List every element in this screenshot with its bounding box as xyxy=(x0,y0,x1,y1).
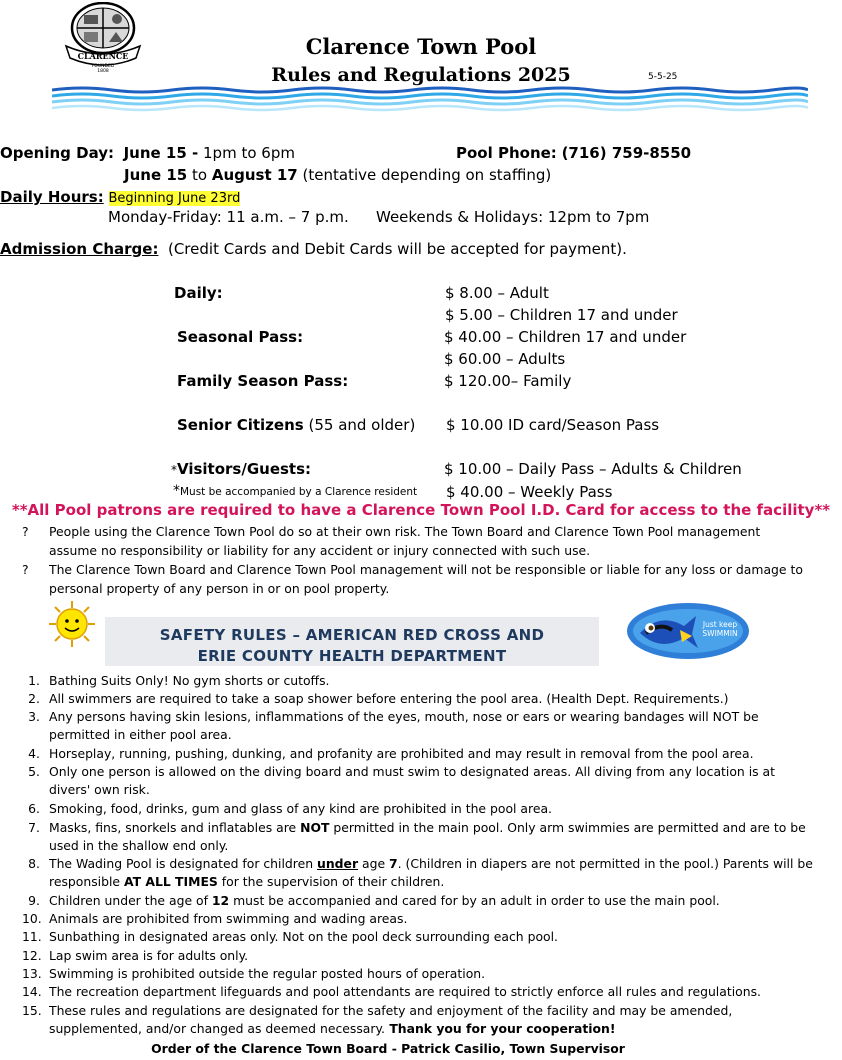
rule-text-part: Swimming is prohibited outside the regular posted hours of operation. xyxy=(49,966,486,981)
seasonal-child-price: $ 40.00 – Children 17 and under xyxy=(444,328,687,346)
season-dates-line xyxy=(124,166,551,184)
daily-hours-label: Daily Hours: xyxy=(0,188,104,206)
rule-text-part: Masks, fins, snorkels and inflatables are xyxy=(49,820,301,835)
bullet-marker: ? xyxy=(22,524,29,539)
rule-text-part: Bathing Suits Only! No gym shorts or cutoffs. xyxy=(49,673,330,688)
visitor-weekly-price: $ 40.00 – Weekly Pass xyxy=(446,483,613,501)
rule-text-part: Thank you for your cooperation! xyxy=(385,1021,616,1037)
rule-text xyxy=(49,947,817,965)
rule-number: 9. xyxy=(28,893,40,908)
admission-note: (Credit Cards and Debit Cards will be accepted for payment). xyxy=(167,240,627,258)
senior-price: $ 10.00 ID card/Season Pass xyxy=(446,416,660,434)
rule-number: 1. xyxy=(28,673,40,688)
rule-text-part: The Wading Pool is designated for children xyxy=(49,856,318,871)
rule-text xyxy=(49,708,817,744)
visitor-daily-price: $ 10.00 – Daily Pass – Adults & Children xyxy=(444,460,742,478)
rule-number: 3. xyxy=(28,709,40,724)
family-label: Family Season Pass: xyxy=(177,372,349,390)
daily-hours-beginning: Beginning June 23rd xyxy=(108,191,241,206)
senior-line xyxy=(177,416,415,434)
rule-text xyxy=(49,928,817,946)
senior-note: (55 and older) xyxy=(308,416,416,434)
daily-child-price: $ 5.00 – Children 17 and under xyxy=(445,306,678,324)
rule-number: 8. xyxy=(28,856,40,871)
rule-text-part: Smoking, food, drinks, gum and glass of any kind are prohibited in the pool area. xyxy=(49,801,552,816)
disclaimer-text: People using the Clarence Town Pool do so at their own risk. The Town Board and Clarence Town Pool management assume no responsibility or liability for any accident or injury connected with such use. xyxy=(49,524,761,558)
water-waves-divider xyxy=(52,86,808,112)
admission-label: Admission Charge: xyxy=(0,240,159,258)
weekday-hours: Monday-Friday: 11 a.m. – 7 p.m. xyxy=(108,208,349,226)
disclaimer-item xyxy=(22,523,812,561)
rule-number: 5. xyxy=(28,764,40,779)
rule-number: 10. xyxy=(22,911,42,926)
page-subtitle: Rules and Regulations 2025 xyxy=(271,64,571,86)
rule-text xyxy=(49,690,817,708)
rule-text xyxy=(49,763,817,799)
weekend-hours: Weekends & Holidays: 12pm to 7pm xyxy=(376,208,650,226)
rule-text-part: NOT xyxy=(300,820,330,835)
svg-text:1808: 1808 xyxy=(97,69,109,72)
daily-adult-price: $ 8.00 – Adult xyxy=(445,284,549,302)
fish-sticker-image xyxy=(626,602,750,660)
visitor-note: Must be accompanied by a Clarence resident xyxy=(180,486,418,498)
opening-day-label: Opening Day: xyxy=(0,144,115,162)
opening-day-time: 1pm to 6pm xyxy=(203,144,295,162)
rule-number: 15. xyxy=(22,1003,42,1018)
rule-number: 7. xyxy=(28,820,40,835)
disclaimer-item xyxy=(22,561,812,599)
opening-day-line xyxy=(0,144,295,162)
safety-heading-line1: SAFETY RULES – AMERICAN RED CROSS AND xyxy=(159,626,545,644)
rule-text xyxy=(49,892,817,910)
rule-text xyxy=(49,965,817,983)
rule-number: 14. xyxy=(22,984,42,999)
document-date: 5-5-25 xyxy=(648,72,678,82)
fish-sticker-text-1: Just keep xyxy=(702,620,738,629)
rule-text-part: Children under the age of xyxy=(49,893,212,908)
visitor-label: Visitors/Guests: xyxy=(177,460,312,478)
rule-text xyxy=(49,819,817,855)
rule-text-part: Any persons having skin lesions, inflammations of the eyes, mouth, nose or ears or wearing bandages will NOT be permitted in either pool area. xyxy=(49,709,759,743)
fish-sticker-text-2: SWIMMIN xyxy=(702,629,738,638)
daily-label: Daily: xyxy=(174,284,223,302)
rule-text-part: . (Children in diapers are not permitted in the pool.) Parents will be responsible xyxy=(49,856,813,890)
rule-text xyxy=(49,855,817,891)
svg-text:FOUNDED: FOUNDED xyxy=(91,64,115,69)
pool-phone-line xyxy=(456,144,691,162)
rule-text-part: Lap swim area is for adults only. xyxy=(49,948,249,963)
admission-line xyxy=(0,240,627,258)
safety-heading-line2: ERIE COUNTY HEALTH DEPARTMENT xyxy=(197,647,507,665)
page-title: Clarence Town Pool xyxy=(305,34,537,59)
visitor-line xyxy=(171,460,311,478)
visitor-asterisk: * xyxy=(171,463,177,477)
visitor-note-line xyxy=(173,483,417,499)
rule-number: 13. xyxy=(22,966,42,981)
rule-number: 12. xyxy=(22,948,42,963)
rule-text-part: Sunbathing in designated areas only. Not on the pool deck surrounding each pool. xyxy=(49,929,559,944)
season-end: August 17 xyxy=(211,166,298,184)
svg-text:CLARENCE: CLARENCE xyxy=(77,51,129,61)
rule-text xyxy=(49,983,817,1001)
rule-text-part: AT ALL TIMES xyxy=(123,874,218,890)
rule-text xyxy=(49,1002,817,1038)
id-card-notice: **All Pool patrons are required to have a Clarence Town Pool I.D. Card for access to the facility** xyxy=(11,501,831,519)
season-to: to xyxy=(192,166,208,184)
opening-day-date: June 15 - xyxy=(123,144,199,162)
sun-icon xyxy=(48,600,96,648)
bullet-marker: ? xyxy=(22,562,29,577)
rule-text xyxy=(49,745,817,763)
seasonal-label: Seasonal Pass: xyxy=(177,328,304,346)
rule-text-part: age xyxy=(358,856,390,871)
pool-phone-label: Pool Phone: xyxy=(456,144,557,162)
visitor-note-asterisk: * xyxy=(173,483,180,499)
rule-text-part: Only one person is allowed on the diving board and must swim to designated areas. All diving from any location is at divers' own risk. xyxy=(49,764,775,798)
rule-text-part: for the supervision of their children. xyxy=(217,874,445,890)
daily-hours-line xyxy=(0,188,240,206)
rule-number: 2. xyxy=(28,691,40,706)
rule-text-part: 7 xyxy=(389,856,398,871)
rule-text-part: under xyxy=(317,856,359,871)
senior-label: Senior Citizens xyxy=(177,416,304,434)
rule-text-part: The recreation department lifeguards and pool attendants are required to strictly enforce all rules and regulations. xyxy=(49,984,761,999)
rule-text-part: Animals are prohibited from swimming and wading areas. xyxy=(49,911,408,926)
rule-number: 6. xyxy=(28,801,40,816)
season-note: (tentative depending on staffing) xyxy=(302,166,552,184)
rule-text-part: 12 xyxy=(211,893,230,908)
rule-text xyxy=(49,910,817,928)
season-start: June 15 xyxy=(124,166,188,184)
rule-text-part: must be accompanied and cared for by an adult in order to use the main pool. xyxy=(229,893,720,908)
footer-signature: Order of the Clarence Town Board - Patrick Casilio, Town Supervisor xyxy=(151,1041,625,1056)
rule-text xyxy=(49,800,817,818)
pool-phone-number: (716) 759-8550 xyxy=(561,144,692,162)
rule-text-part: Horseplay, running, pushing, dunking, and profanity are prohibited and may result in removal from the pool area. xyxy=(49,746,754,761)
disclaimer-text: The Clarence Town Board and Clarence Town Pool management will not be responsible or liable for any loss or damage to personal property of any person in or on pool property. xyxy=(49,562,803,596)
rule-text xyxy=(49,672,817,690)
rule-number: 4. xyxy=(28,746,40,761)
rule-text-part: permitted in the main pool. Only arm swimmies are permitted and are to be used in the shallow end only. xyxy=(49,820,806,854)
seasonal-adult-price: $ 60.00 – Adults xyxy=(444,350,566,368)
rule-number: 11. xyxy=(22,929,42,944)
rule-text-part: These rules and regulations are designated for the safety and enjoyment of the facility and may be amended, supplemented, and/or changed as deemed necessary. xyxy=(49,1003,733,1037)
family-price: $ 120.00– Family xyxy=(444,372,572,390)
rule-text-part: All swimmers are required to take a soap shower before entering the pool area. (Health Dept. Requirements.) xyxy=(49,691,729,706)
